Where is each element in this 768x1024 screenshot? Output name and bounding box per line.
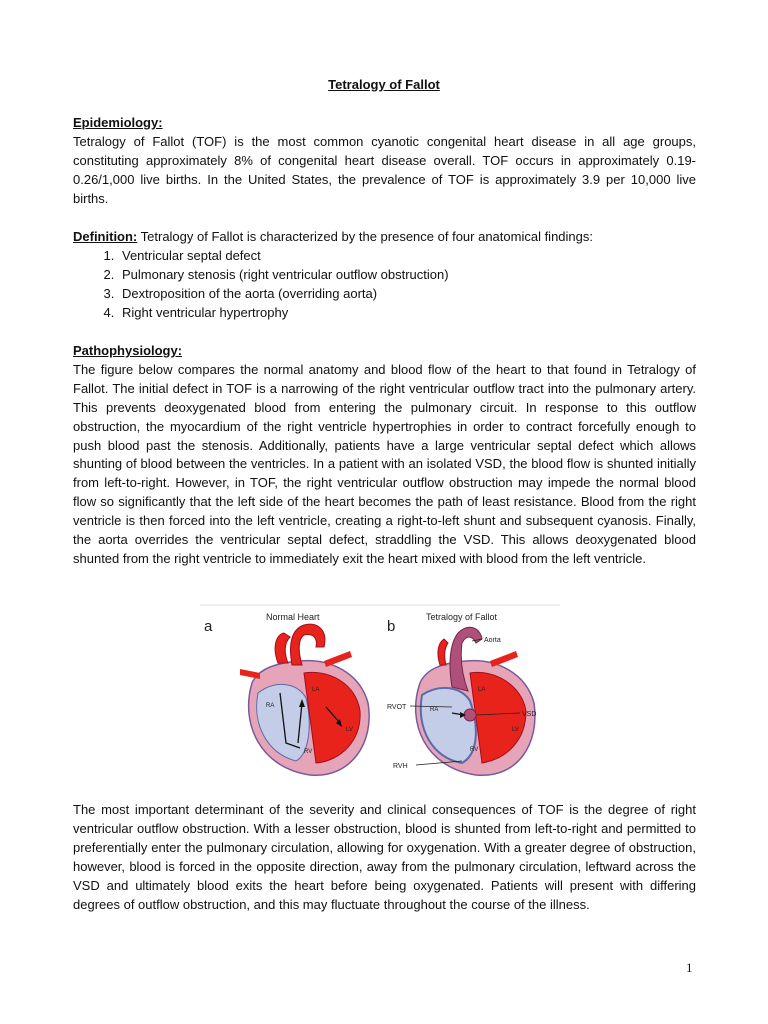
- vena-cava-shape: [240, 669, 260, 679]
- right-heart-shape: [421, 688, 479, 763]
- list-item: 4. Right ventricular hypertrophy: [118, 304, 696, 323]
- pulmonary-artery-shape: [438, 639, 448, 665]
- findings-list: [73, 247, 696, 323]
- heart-diagram: [200, 603, 560, 783]
- label-rvot: RVOT: [387, 704, 407, 711]
- list-item: 3. Dextroposition of the aorta (overriding aorta): [118, 285, 696, 304]
- pathophysiology-section: [73, 342, 696, 569]
- pulmonary-vein-shape: [490, 651, 518, 667]
- severity-paragraph: The most important determinant of the severity and clinical consequences of TOF is the degree of right ventricular outflow obstruction. With a lesser obstruction, blood is shunted from left-to-right and permitted to preferentially enter the pulmonary circulation, allowing for oxygenation. With a greater degree of obstruction, however, blood is forced in the opposite direction, away from the pulmonary circulation, leftward across the VSD and ultimately blood exits the heart before being oxygenated. Patients will present with differing degrees of outflow obstruction, and this may fluctuate throughout the course of the illness.: [73, 802, 696, 912]
- definition-text: Tetralogy of Fallot is characterized by the presence of four anatomical findings:: [137, 229, 593, 244]
- pulmonary-artery-shape: [275, 633, 290, 663]
- panel-a-letter: a: [204, 618, 213, 635]
- label-rv: RV: [304, 749, 313, 755]
- label-la: LA: [478, 687, 486, 693]
- normal-heart-panel: [204, 612, 369, 775]
- document-title: Tetralogy of Fallot: [328, 77, 440, 92]
- list-item: 2. Pulmonary stenosis (right ventricular outflow obstruction): [118, 266, 696, 285]
- panel-a-title: Normal Heart: [266, 612, 320, 622]
- list-item: 1. Ventricular septal defect: [118, 247, 696, 266]
- label-ra: RA: [266, 703, 275, 709]
- label-la: LA: [312, 687, 320, 693]
- page-number: 1: [686, 960, 693, 975]
- definition-line: [73, 228, 696, 247]
- label-rvh: RVH: [393, 763, 408, 770]
- pathophysiology-text: The figure below compares the normal anatomy and blood flow of the heart to that found in Tetralogy of Fallot. The initial defect in TOF is a narrowing of the right ventricular outflow tract into the pulmonary artery. This prevents deoxygenated blood from entering the pulmonary circuit. In response to this outflow obstruction, the myocardium of the right ventricle hypertrophies in order to contract forcefully enough to push blood past the stenosis. Additionally, patients have a large ventricular septal defect which allows shunting of blood between the ventricles. In a patient with an isolated VSD, the blood flow is shunted initially from left-to-right. However, in TOF, the right ventricular outflow obstruction may impede the normal blood flow so significantly that the left side of the heart becomes the path of least resistance. Blood from the right ventricle is then forced into the left ventricle, creating a right-to-left shunt and subsequent cyanosis. Finally, the aorta overrides the ventricular septal defect, straddling the VSD. This allows deoxygenated blood shunted from the right ventricle to immediately exit the heart mixed with blood from the left ventricle.: [73, 361, 696, 566]
- panel-b-letter: b: [387, 618, 396, 635]
- epidemiology-heading: Epidemiology:: [73, 115, 163, 130]
- heart-comparison-figure: [200, 603, 560, 783]
- epidemiology-section: [73, 114, 696, 209]
- label-rv: RV: [470, 747, 479, 753]
- pathophysiology-heading: Pathophysiology:: [73, 343, 183, 358]
- aorta-shape: [291, 624, 325, 665]
- label-ra: RA: [430, 707, 439, 713]
- label-vsd: VSD: [522, 711, 537, 718]
- epidemiology-text: Tetralogy of Fallot (TOF) is the most common cyanotic congenital heart disease in all age groups, constituting approximately 8% of congenital heart disease overall. TOF occurs in approximately 0.19-0.26/1,000 live births. In the United States, the prevalence of TOF is approximately 3.9 per 10,000 live births.: [73, 133, 696, 206]
- tof-heart-panel: [387, 612, 536, 775]
- label-lv: LV: [512, 727, 519, 733]
- definition-section: [73, 228, 696, 323]
- panel-b-title: Tetralogy of Fallot: [426, 612, 498, 622]
- label-aorta: Aorta: [484, 637, 501, 644]
- pulmonary-vein-shape: [324, 651, 352, 667]
- definition-heading: Definition:: [73, 229, 138, 244]
- label-lv: LV: [346, 727, 353, 733]
